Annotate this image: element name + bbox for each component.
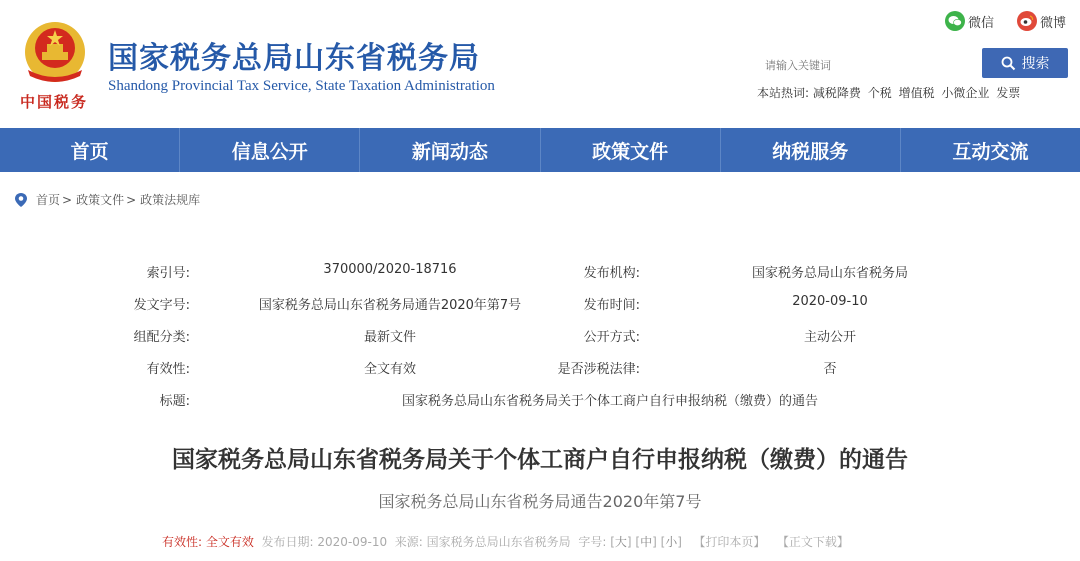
hot-word-1[interactable]: 减税降费 [812,86,861,100]
weibo-link[interactable] [1017,10,1066,32]
hot-word-5[interactable]: 发票 [996,86,1021,100]
doc-number-value: 国家税务总局山东省税务局通告2020年第7号 [258,298,522,313]
category-value: 最新文件 [363,330,416,345]
breadcrumb-separator: > [126,192,137,207]
font-size-large[interactable]: 大 [614,535,627,549]
hot-word-2[interactable]: 个税 [867,86,892,100]
index-label: 索引号: [146,266,190,281]
print-link[interactable]: 【打印本页】 [693,535,766,549]
breadcrumb-separator: > [62,192,73,207]
font-size-medium[interactable]: 中 [640,535,653,549]
wechat-label: 微信 [968,15,995,31]
weibo-label: 微博 [1040,15,1067,31]
date-label: 发布时间: [583,298,640,313]
nav-interaction[interactable]: 互动交流 [952,140,1029,163]
info-row [0,262,1080,282]
open-method-value: 主动公开 [803,330,856,345]
nav-info-disclosure[interactable]: 信息公开 [180,128,360,172]
info-row [0,326,1080,346]
nav-news[interactable]: 新闻动态 [360,128,540,172]
hot-words-label: 本站热词: [757,86,810,100]
subject-label: 标题: [159,394,190,409]
info-row [0,358,1080,378]
site-subtitle: Shandong Provincial Tax Service, State Taxation Administration [108,78,495,94]
wechat-icon [945,11,965,31]
main-nav [0,128,1080,172]
breadcrumb-policy-library[interactable]: 政策法规库 [140,193,201,207]
article-title: 国家税务总局山东省税务局关于个体工商户自行申报纳税（缴费）的通告 [172,447,908,473]
site-title[interactable]: 国家税务总局山东省税务局 [108,41,480,76]
category-label: 组配分类: [133,330,190,345]
article-doc-number: 国家税务总局山东省税务局通告2020年第7号 [378,492,702,511]
meta-date-label: 发布日期: [261,535,314,549]
hot-word-4[interactable]: 小微企业 [941,86,990,100]
search-button-label: 搜索 [1021,56,1050,72]
nav-tax-services[interactable]: 纳税服务 [721,128,901,172]
meta-fontsize-label: 字号: [578,535,607,549]
open-method-label: 公开方式: [583,330,640,345]
tax-law-value: 否 [823,362,837,377]
hot-word-3[interactable]: 增值税 [898,86,935,100]
date-value: 2020-09-10 [792,294,868,309]
site-header [0,0,1080,128]
nav-policy-documents[interactable]: 政策文件 [541,128,721,172]
national-emblem-logo[interactable] [20,18,90,86]
article-meta: 有效性: 全文有效 发布日期: 2020-09-10 来源: 国家税务总局山东省税务局 字号: [大] [中] [小] 【打印本页】 【正文下载】 [162,535,849,549]
meta-date-value: 2020-09-10 [317,535,388,549]
breadcrumb-home[interactable]: 首页 [36,193,61,207]
meta-validity-value: 全文有效 [205,535,254,549]
search-button[interactable] [982,48,1068,78]
doc-number-label: 发文字号: [133,298,190,313]
index-value: 370000/2020-18716 [323,262,457,277]
search-input[interactable] [765,52,975,78]
search-icon [1001,56,1016,71]
breadcrumb-policy[interactable]: 政策文件 [76,193,125,207]
font-size-small[interactable]: 小 [665,535,678,549]
wechat-link[interactable] [945,10,994,32]
info-row [0,294,1080,314]
tax-law-label: 是否涉税法律: [557,362,640,377]
download-link[interactable]: 【正文下载】 [776,535,849,549]
subject-value: 国家税务总局山东省税务局关于个体工商户自行申报纳税（缴费）的通告 [401,394,818,409]
location-pin-icon [14,192,28,208]
emblem-calligraphy: 中国税务 [20,93,89,111]
meta-source-value: 国家税务总局山东省税务局 [426,535,571,549]
info-row [0,390,1080,410]
hot-words [757,84,1023,101]
meta-validity-label: 有效性: [162,535,203,549]
validity-value: 全文有效 [363,362,416,377]
breadcrumb [14,191,200,208]
org-value: 国家税务总局山东省税务局 [751,266,908,281]
meta-source-label: 来源: [394,535,423,549]
validity-label: 有效性: [146,362,190,377]
org-label: 发布机构: [583,266,640,281]
weibo-icon [1017,11,1037,31]
nav-home[interactable]: 首页 [0,128,180,172]
